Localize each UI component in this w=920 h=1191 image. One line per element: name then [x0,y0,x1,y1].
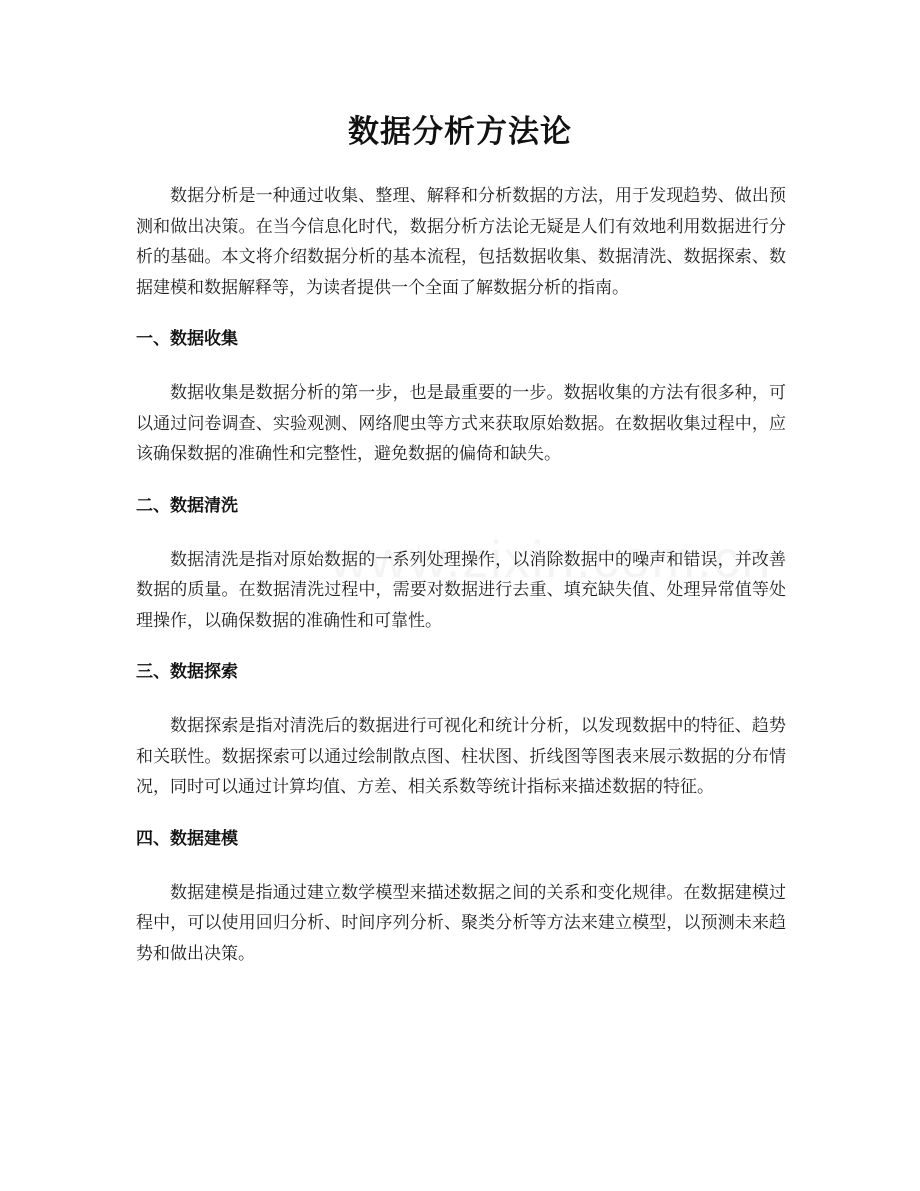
section-body-data-collection: 数据收集是数据分析的第一步，也是最重要的一步。数据收集的方法有很多种，可以通过问卷调查、实验观测、网络爬虫等方式来获取原始数据。在数据收集过程中，应该确保数据的准确性和完整性，避免数据的偏倚和缺失。 [136,383,786,464]
section-heading-data-collection: 一、数据收集 [136,329,238,349]
section-heading-data-cleaning: 二、数据清洗 [136,495,238,516]
page-title: 数据分析方法论 [348,114,572,150]
section-body-data-exploration: 数据探索是指对清洗后的数据进行可视化和统计分析，以发现数据中的特征、趋势和关联性。数据探索可以通过绘制散点图、柱状图、折线图等图表来展示数据的分布情况，同时可以通过计算均值、方差、相关系数等统计指标来描述数据的特征。 [136,716,786,797]
intro-paragraph: 数据分析是一种通过收集、整理、解释和分析数据的方法，用于发现趋势、做出预测和做出决策。在当今信息化时代，数据分析方法论无疑是人们有效地利用数据进行分析的基础。本文将介绍数据分析的基本流程，包括数据收集、数据清洗、数据探索、数据建模和数据解释等，为读者提供一个全面了解数据分析的指南。 [136,186,786,298]
section-body-data-cleaning: 数据清洗是指对原始数据的一系列处理操作，以消除数据中的噪声和错误，并改善数据的质量。在数据清洗过程中，需要对数据进行去重、填充缺失值、处理异常值等处理操作，以确保数据的准确性和可靠性。 [136,549,786,631]
section-body-data-modeling: 数据建模是指通过建立数学模型来描述数据之间的关系和变化规律。在数据建模过程中，可以使用回归分析、时间序列分析、聚类分析等方法来建立模型，以预测未来趋势和做出决策。 [136,882,786,964]
document-body [136,181,786,969]
section-heading-data-exploration: 三、数据探索 [136,662,238,682]
section-heading-data-modeling: 四、数据建模 [136,828,238,849]
